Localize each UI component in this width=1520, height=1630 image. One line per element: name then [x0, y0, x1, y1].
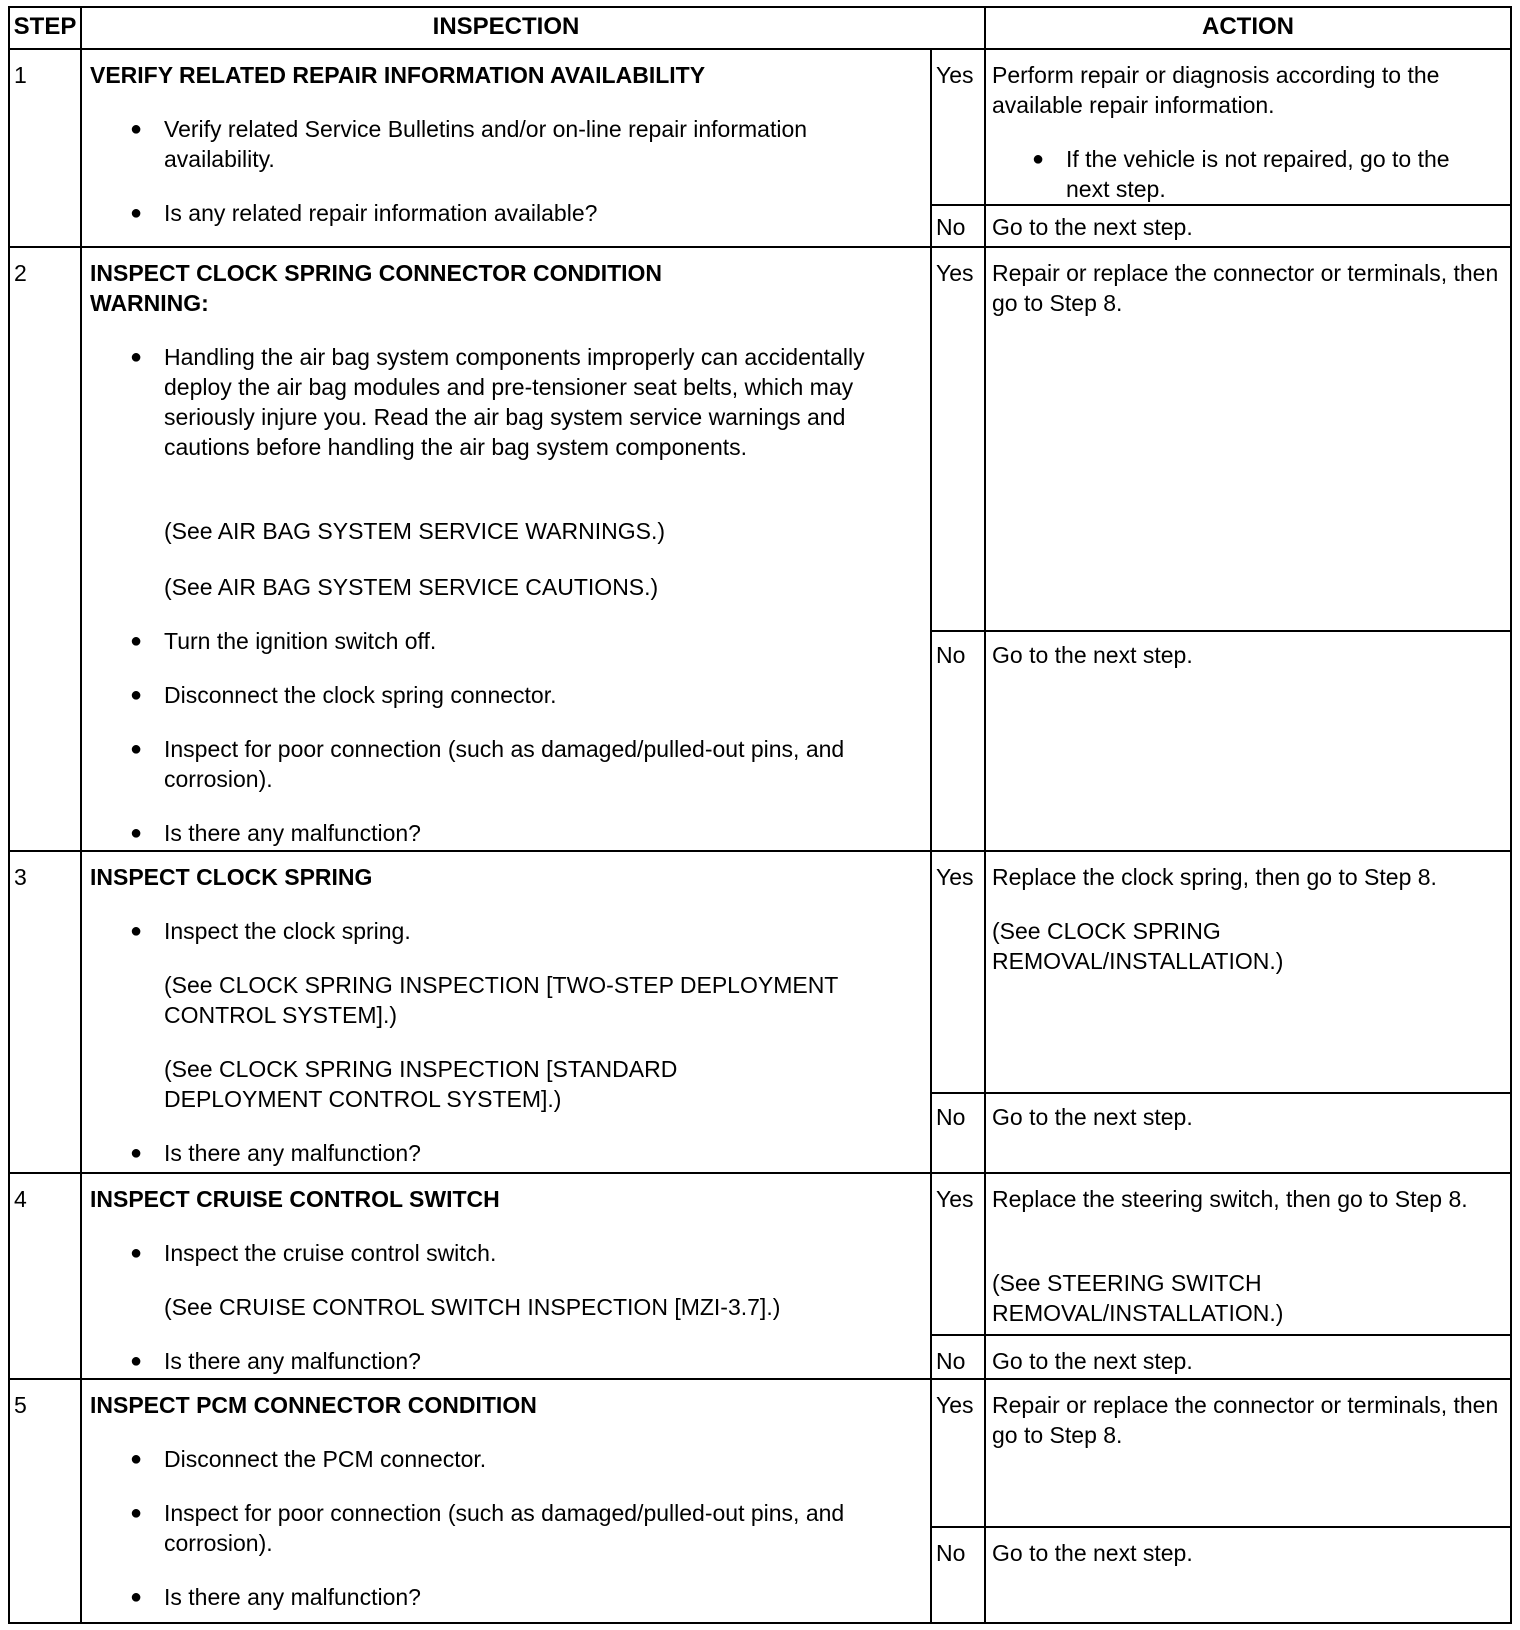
yes-label: Yes — [936, 864, 974, 890]
step-number: 1 — [14, 62, 27, 88]
step-title: INSPECT CLOCK SPRING CONNECTOR CONDITION — [90, 260, 663, 286]
bullet-item: ● Disconnect the PCM connector. — [164, 1444, 894, 1474]
warning-text: ● Handling the air bag system components improperly can accidentally deploy the air bag modules and pre-tensioner seat belts, which may seriously injure you. Read the air bag system service warnings and cautions before handling the air bag system components. — [164, 342, 894, 462]
yesno-sep-5 — [930, 1526, 1512, 1528]
step-number: 3 — [14, 864, 27, 890]
no-action: Go to the next step. — [992, 1540, 1193, 1566]
bullet-item: ● Inspect the cruise control switch. — [164, 1238, 894, 1268]
row-sep-1 — [8, 246, 1512, 248]
no-label: No — [936, 1540, 966, 1566]
bullet-item: ● Verify related Service Bulletins and/or on-line repair information availability. — [164, 114, 884, 174]
bullet-item: ● Is any related repair information available? — [164, 198, 884, 228]
yes-label: Yes — [936, 62, 974, 88]
header-action: ACTION — [1202, 13, 1294, 40]
no-label: No — [936, 642, 966, 668]
row-sep-3 — [8, 1172, 1512, 1174]
bullet-item: ● Disconnect the clock spring connector. — [164, 680, 894, 710]
step-title: INSPECT PCM CONNECTOR CONDITION — [90, 1392, 537, 1418]
no-label: No — [936, 1104, 966, 1130]
diagnostic-table — [8, 6, 1512, 1624]
bullet-item: ● Inspect for poor connection (such as damaged/pulled-out pins, and corrosion). — [164, 1498, 894, 1558]
bullet-item: ● Turn the ignition switch off. — [164, 626, 894, 656]
yesno-sep-2 — [930, 630, 1512, 632]
step-number: 5 — [14, 1392, 27, 1418]
bullet-item: ● Inspect the clock spring. — [164, 916, 894, 946]
col-sep-step — [80, 6, 82, 1624]
warning-label: WARNING: — [90, 290, 209, 316]
step-title: INSPECT CLOCK SPRING — [90, 864, 373, 890]
header-bottom — [8, 48, 1512, 50]
header-step: STEP — [13, 13, 77, 40]
step-number: 2 — [14, 260, 27, 286]
yes-action: Perform repair or diagnosis according to the available repair information. — [992, 62, 1440, 118]
reference-text: (See AIR BAG SYSTEM SERVICE WARNINGS.) — [164, 518, 666, 544]
no-action: Go to the next step. — [992, 1348, 1193, 1374]
table-border-top — [8, 6, 1512, 8]
no-action: Go to the next step. — [992, 1104, 1193, 1130]
yes-action: Repair or replace the connector or terminals, then go to Step 8. — [992, 1392, 1499, 1448]
step-title: INSPECT CRUISE CONTROL SWITCH — [90, 1186, 500, 1212]
bullet-item: ● Is there any malfunction? — [164, 1582, 894, 1612]
header-inspection: INSPECTION — [432, 13, 580, 40]
yes-label: Yes — [936, 260, 974, 286]
no-label: No — [936, 1348, 966, 1374]
reference-text: (See AIR BAG SYSTEM SERVICE CAUTIONS.) — [164, 574, 659, 600]
table-border-right — [1510, 6, 1512, 1624]
bullet-item: ● Is there any malfunction? — [164, 1346, 894, 1376]
yes-reference: (See CLOCK SPRING REMOVAL/INSTALLATION.) — [992, 918, 1284, 974]
col-sep-yesno — [930, 48, 932, 1624]
table-border-left — [8, 6, 10, 1624]
yes-reference: (See STEERING SWITCH REMOVAL/INSTALLATION.) — [992, 1270, 1284, 1326]
bullet-item: ● Inspect for poor connection (such as damaged/pulled-out pins, and corrosion). — [164, 734, 894, 794]
yes-label: Yes — [936, 1186, 974, 1212]
yesno-sep-1 — [930, 204, 1512, 206]
step-number: 4 — [14, 1186, 27, 1212]
no-action: Go to the next step. — [992, 642, 1193, 668]
reference-text: (See CLOCK SPRING INSPECTION [TWO-STEP DEPLOYMENT CONTROL SYSTEM].) — [164, 972, 838, 1028]
bullet-item: ● Is there any malfunction? — [164, 1138, 894, 1168]
yesno-sep-4 — [930, 1334, 1512, 1336]
action-bullet: ● If the vehicle is not repaired, go to the next step. — [1066, 144, 1456, 204]
no-action: Go to the next step. — [992, 214, 1193, 240]
table-border-bottom — [8, 1622, 1512, 1624]
reference-text: (See CLOCK SPRING INSPECTION [STANDARD DEPLOYMENT CONTROL SYSTEM].) — [164, 1056, 678, 1112]
step-title: VERIFY RELATED REPAIR INFORMATION AVAILABILITY — [90, 62, 706, 88]
row-sep-4 — [8, 1378, 1512, 1380]
row-sep-2 — [8, 850, 1512, 852]
yes-action: Replace the clock spring, then go to Step 8. — [992, 864, 1437, 890]
reference-text: (See CRUISE CONTROL SWITCH INSPECTION [MZI-3.7].) — [164, 1294, 781, 1320]
no-label: No — [936, 214, 966, 240]
bullet-item: ● Is there any malfunction? — [164, 818, 894, 848]
yes-label: Yes — [936, 1392, 974, 1418]
yes-action: Replace the steering switch, then go to Step 8. — [992, 1186, 1468, 1212]
col-sep-action — [984, 6, 986, 1624]
yesno-sep-3 — [930, 1092, 1512, 1094]
yes-action: Repair or replace the connector or terminals, then go to Step 8. — [992, 260, 1499, 316]
